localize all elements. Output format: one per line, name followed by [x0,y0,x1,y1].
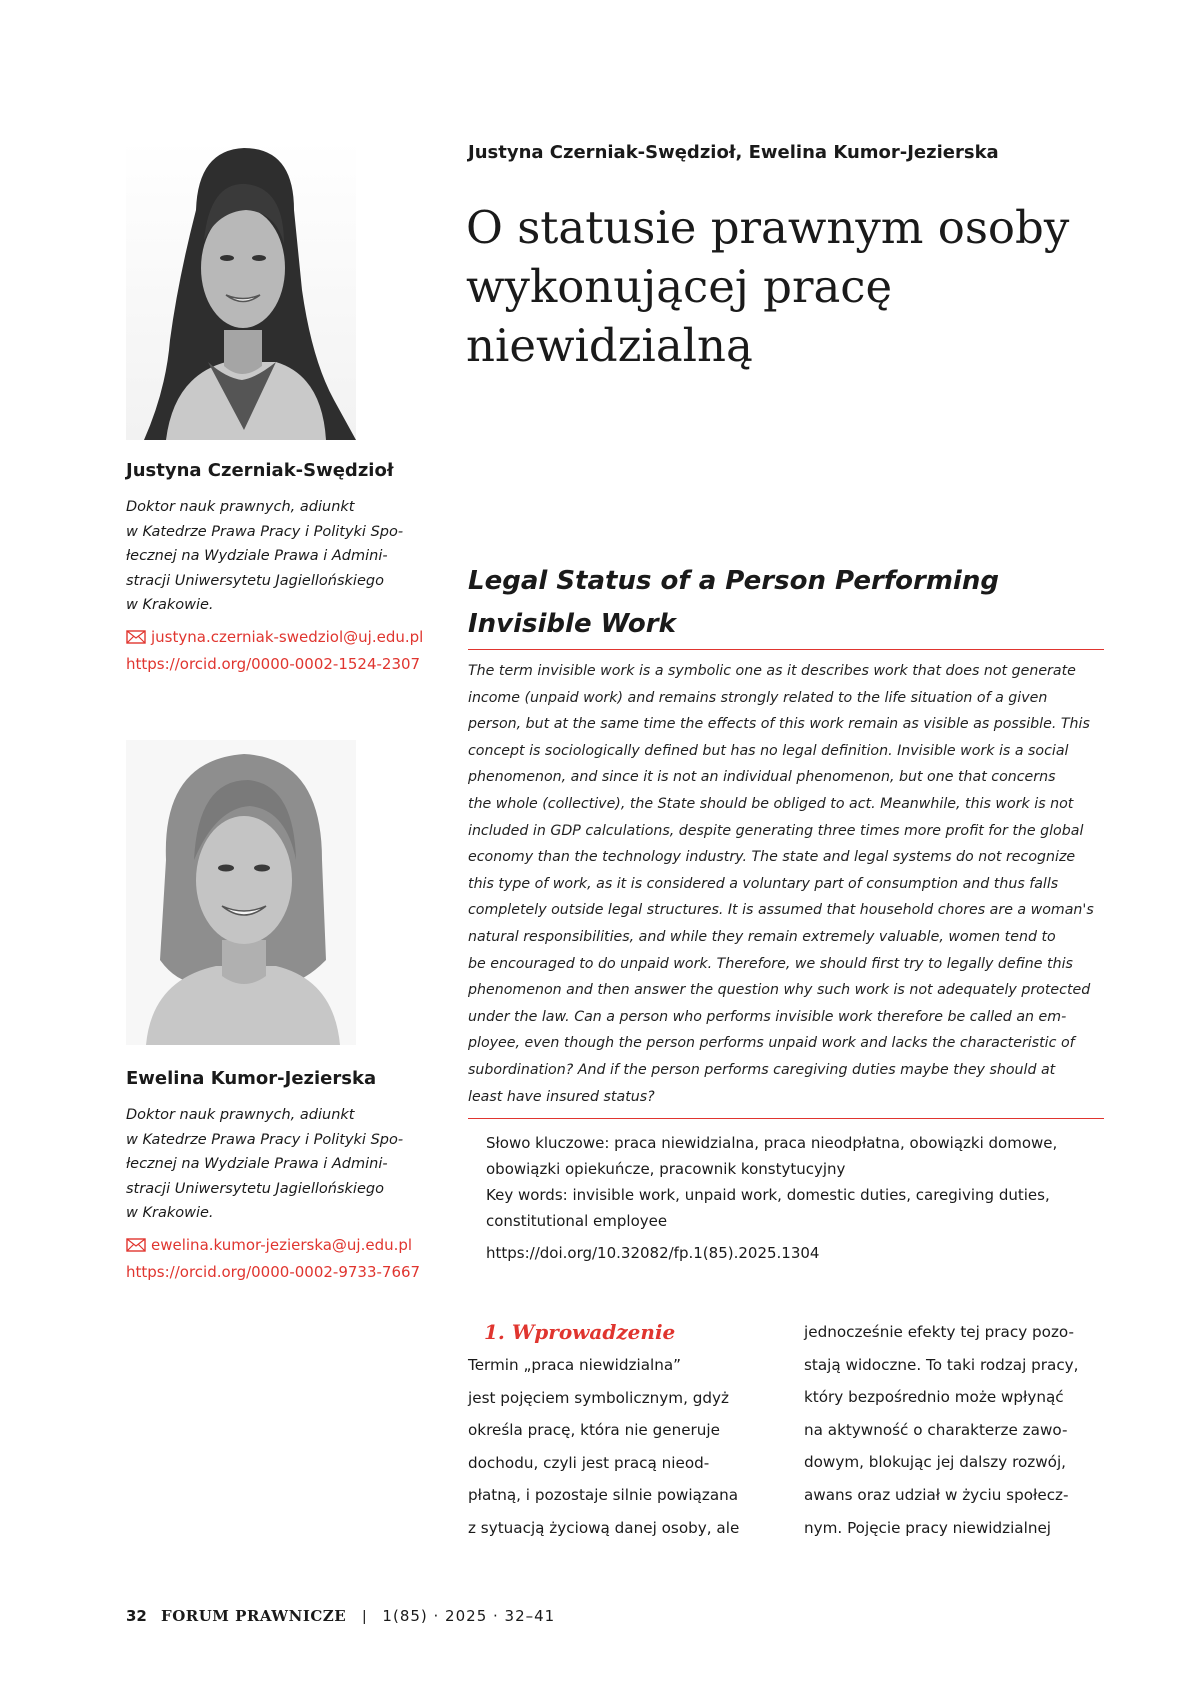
keywords-line: Słowo kluczowe: praca niewidzialna, praca nieodpłatna, obowiązki domowe, [486,1134,1058,1152]
keywords-line: obowiązki opiekuńcze, pracownik konstytucyjny [486,1160,846,1178]
abstract-line: be encouraged to do unpaid work. Therefore, we should first try to legally define this [468,955,1073,972]
body-line: nym. Pojęcie pracy niewidzialnej [804,1518,1052,1537]
page-footer [126,1607,555,1625]
body-column-left [468,1349,758,1545]
author-bio-line: łecznej na Wydziale Prawa i Admini- [126,548,388,564]
abstract-line: income (unpaid work) and remains strongly related to the life situation of a given [468,689,1048,706]
author-bio-line: w Krakowie. [126,597,214,613]
abstract-line: natural responsibilities, and while they remain extremely valuable, women tend to [468,928,1056,945]
page-number: 32 [126,1607,147,1625]
author-bio-line: łecznej na Wydziale Prawa i Admini- [126,1156,388,1172]
english-title-line: Legal Status of a Person Performing [468,566,999,596]
abstract-line: the whole (collective), the State should be obliged to act. Meanwhile, this work is not [468,795,1074,812]
mail-icon [126,1238,146,1252]
english-title [468,560,999,646]
author-bio [126,1103,416,1226]
abstract-line: person, but at the same time the effects of this work remain as visible as possible. This [468,716,1090,733]
abstract-line: completely outside legal structures. It is assumed that household chores are a woman's [468,902,1094,919]
body-line: jednocześnie efekty tej pracy pozo- [804,1323,1074,1341]
author-name: Justyna Czerniak-Swędzioł [126,460,394,481]
author-bio-line: stracji Uniwersytetu Jagiellońskiego [126,1180,384,1197]
author-photo-kumor-jezierska [126,740,356,1045]
author-bio-line: Doktor nauk prawnych, adiunkt [126,1107,355,1123]
body-line: z sytuacją życiową danej osoby, ale [468,1518,740,1537]
title-line: O statusie prawnym osoby [466,201,1070,254]
author-bio-line: stracji Uniwersytetu Jagiellońskiego [126,572,384,589]
author-bio [126,495,416,618]
body-column-right [804,1316,1094,1544]
keywords-line: Key words: invisible work, unpaid work, domestic duties, caregiving duties, [486,1186,1050,1204]
section-heading: 1. Wprowadzenie [484,1320,676,1344]
abstract-line: this type of work, as it is considered a voluntary part of consumption and thus falls [468,875,1059,892]
english-abstract [468,658,1104,1110]
author-orcid-link[interactable]: https://orcid.org/0000-0002-9733-7667 [126,1262,421,1281]
abstract-line: ployee, even though the person performs unpaid work and lacks the characteristic of [468,1035,1075,1052]
title-line: niewidzialną [466,319,753,372]
body-line: Termin „praca niewidzialna” [468,1356,682,1374]
journal-name: FORUM PRAWNICZE [161,1607,347,1625]
body-line: który bezpośrednio może wpłynąć [804,1388,1064,1407]
author-email-row [126,1232,416,1259]
author-email-link[interactable]: ewelina.kumor-jezierska@uj.edu.pl [151,1235,413,1254]
body-line: dochodu, czyli jest pracą nieod- [468,1453,710,1472]
body-line: dowym, blokując jej dalszy rozwój, [804,1453,1067,1472]
body-line: płatną, i pozostaje silnie powiązana [468,1486,739,1505]
author-bio-line: Doktor nauk prawnych, adiunkt [126,499,355,515]
abstract-line: subordination? And if the person performs caregiving duties maybe they should at [468,1061,1056,1078]
author-orcid-row [126,651,421,678]
abstract-line: phenomenon, and since it is not an individual phenomenon, but one that concerns [468,769,1056,786]
abstract-line: concept is sociologically defined but has no legal definition. Invisible work is a social [468,742,1069,759]
keywords-line: constitutional employee [486,1212,668,1230]
abstract-line: phenomenon and then answer the question why such work is not adequately protected [468,982,1091,999]
body-line: określa pracę, która nie generuje [468,1421,720,1440]
body-line: jest pojęciem symbolicznym, gdyż [468,1388,729,1407]
author-photo-czerniak-swedziol [126,140,356,440]
body-line: na aktywność o charakterze zawo- [804,1420,1068,1439]
mail-icon [126,630,146,644]
doi-link[interactable]: https://doi.org/10.32082/fp.1(85).2025.1304 [486,1244,820,1262]
abstract-line: included in GDP calculations, despite generating three times more profit for the global [468,822,1084,839]
author-orcid-row [126,1259,421,1286]
keywords-block [486,1130,1106,1266]
author-bio-line: w Katedrze Prawa Pracy i Polityki Spo- [126,1131,404,1148]
english-title-line: Invisible Work [468,609,676,639]
author-bio-line: w Katedrze Prawa Pracy i Polityki Spo- [126,523,404,540]
body-line: awans oraz udział w życiu społecz- [804,1485,1069,1504]
author-orcid-link[interactable]: https://orcid.org/0000-0002-1524-2307 [126,654,421,673]
footer-separator: | [362,1608,367,1625]
abstract-bottom-divider [468,1118,1104,1119]
keywords-polish [486,1130,1106,1182]
keywords-english [486,1182,1106,1234]
author-card-2 [126,1068,421,1286]
author-email-row [126,624,424,651]
article-title [466,198,1116,375]
issue-info: 1(85) · 2025 · 32–41 [382,1607,556,1625]
body-line: stają widoczne. To taki rodzaj pracy, [804,1355,1079,1374]
abstract-line: The term invisible work is a symbolic one as it describes work that does not generate [468,663,1076,679]
abstract-line: under the law. Can a person who performs invisible work therefore be called an em- [468,1008,1067,1025]
title-line: wykonującej pracę [466,260,893,313]
author-card-1 [126,460,424,678]
author-bio-line: w Krakowie. [126,1205,214,1221]
abstract-line: least have insured status? [468,1088,655,1105]
author-email-link[interactable]: justyna.czerniak-swedziol@uj.edu.pl [151,627,424,646]
author-name: Ewelina Kumor-Jezierska [126,1068,377,1089]
article-authors: Justyna Czerniak-Swędzioł, Ewelina Kumor-Jezierska [468,142,999,163]
abstract-line: economy than the technology industry. The state and legal systems do not recognize [468,849,1076,866]
abstract-top-divider [468,649,1104,650]
